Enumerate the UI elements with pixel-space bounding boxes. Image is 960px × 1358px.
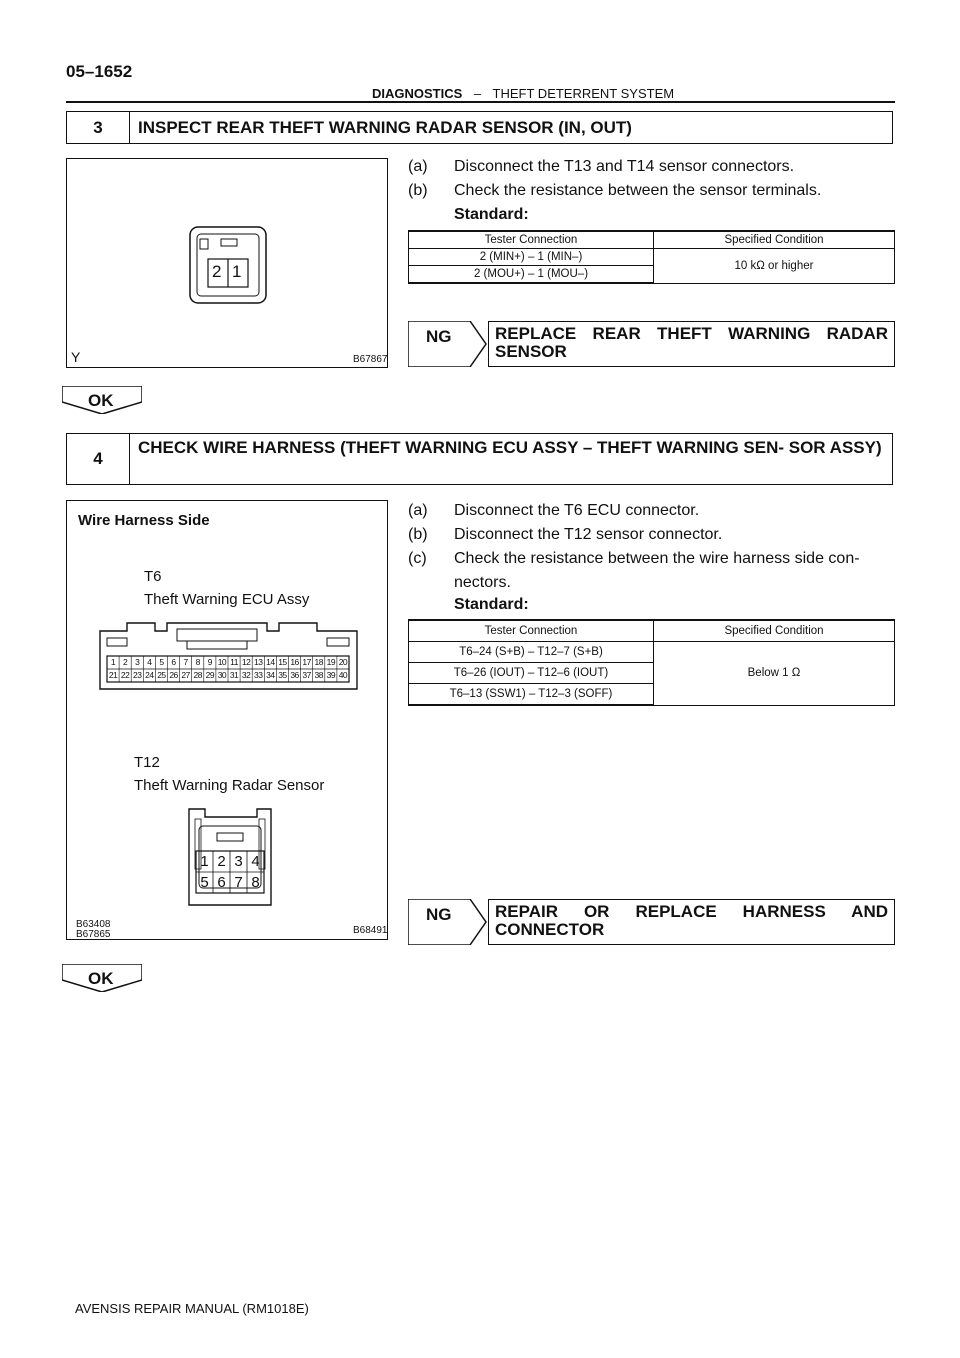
t6-pin-36: 36: [290, 670, 299, 680]
t12-pin-3: 3: [234, 853, 243, 870]
t6-pin-24: 24: [145, 670, 154, 680]
table-condition: 10 kΩ or higher: [654, 249, 895, 284]
t6-pin-23: 23: [133, 670, 142, 680]
t12-pin-1: 1: [200, 853, 209, 870]
t6-pin-27: 27: [181, 670, 190, 680]
t6-pin-32: 32: [241, 670, 251, 680]
instruction-b: (b) Check the resistance between the sensor terminals.: [408, 182, 822, 199]
t12-pin-5: 5: [200, 874, 209, 891]
table-cell: T6–26 (IOUT) – T12–6 (IOUT): [409, 663, 654, 684]
ok-label: OK: [88, 391, 114, 410]
t6-pin-31: 31: [229, 670, 239, 680]
step-4-instructions: [408, 500, 898, 613]
t6-pin-11: 11: [230, 657, 238, 667]
ng-label: NG: [426, 905, 452, 924]
t6-pin-22: 22: [120, 670, 130, 680]
table-cell: T6–13 (SSW1) – T12–3 (SOFF): [409, 684, 654, 706]
sensor-connector-diagram: [67, 159, 389, 369]
step-3-ok-result: [62, 386, 142, 414]
t6-pin-7: 7: [183, 657, 188, 667]
step-4-ok-result: [62, 964, 142, 992]
t12-name: Theft Warning Radar Sensor: [134, 777, 325, 794]
t6-pin-5: 5: [159, 657, 164, 667]
t6-pin-26: 26: [169, 670, 178, 680]
table-header: Specified Condition: [654, 231, 895, 249]
step-3-ng-result: [408, 321, 895, 367]
t6-pin-3: 3: [135, 657, 140, 667]
t6-pin-29: 29: [205, 670, 215, 680]
header-rule: [66, 101, 895, 103]
pin-1-label: 1: [232, 262, 242, 281]
figure-code-3: B68491: [353, 925, 388, 936]
t6-pin-40: 40: [338, 670, 348, 680]
header-dash: –: [473, 86, 482, 101]
table-header: Specified Condition: [654, 620, 895, 642]
t6-pin-9: 9: [207, 657, 212, 667]
step-3-header: [66, 111, 893, 144]
figure-mark: Y: [71, 349, 81, 365]
t6-pin-13: 13: [254, 657, 263, 667]
table-condition: Below 1 Ω: [654, 642, 895, 706]
t6-pin-2: 2: [123, 657, 128, 667]
t6-pin-38: 38: [314, 670, 323, 680]
ok-label: OK: [88, 969, 114, 988]
instruction-c-cont: nectors.: [454, 574, 511, 591]
ng-action: REPAIR OR REPLACE HARNESS AND CONNECTOR: [488, 899, 895, 945]
t6-pin-33: 33: [254, 670, 263, 680]
t6-pin-1: 1: [110, 657, 116, 667]
table-header: Tester Connection: [409, 620, 654, 642]
t6-pin-6: 6: [171, 657, 176, 667]
step-3-instructions: [408, 156, 898, 226]
table-row: [409, 249, 895, 266]
page-number: 05–1652: [66, 62, 133, 81]
t6-pin-12: 12: [241, 657, 251, 667]
standard-label: Standard:: [454, 206, 529, 223]
instruction-a: (a) Disconnect the T13 and T14 sensor connectors.: [408, 158, 795, 175]
t12-pin-4: 4: [251, 853, 260, 870]
step-3-figure: [66, 158, 388, 368]
t6-label: T6: [144, 568, 162, 585]
t6-pin-14: 14: [266, 657, 275, 667]
table-header: Tester Connection: [409, 231, 654, 249]
table-header-row: [409, 231, 895, 249]
t12-pin-8: 8: [251, 874, 260, 891]
figure-code-2: B67865: [76, 929, 111, 940]
table-cell: 2 (MIN+) – 1 (MIN–): [409, 249, 654, 266]
step-3-number: 3: [67, 112, 130, 143]
t12-pin-2: 2: [217, 853, 226, 870]
pin-2-label: 2: [212, 262, 222, 281]
standard-label: Standard:: [454, 596, 529, 613]
t6-pin-28: 28: [193, 670, 202, 680]
t6-pin-21: 21: [108, 670, 118, 680]
t6-pin-17: 17: [302, 657, 311, 667]
t6-pin-37: 37: [302, 670, 311, 680]
wire-harness-side-label: Wire Harness Side: [78, 512, 210, 529]
header-section: DIAGNOSTICS: [372, 86, 463, 101]
table-row: [409, 642, 895, 663]
header-subsection: THEFT DETERRENT SYSTEM: [492, 86, 675, 101]
t6-pin-4: 4: [147, 657, 152, 667]
t6-pin-19: 19: [326, 657, 336, 667]
instruction-a: (a) Disconnect the T6 ECU connector.: [408, 502, 700, 519]
instruction-c: (c) Check the resistance between the wire harness side con-: [408, 550, 860, 567]
step-3-title: INSPECT REAR THEFT WARNING RADAR SENSOR (IN, OUT): [138, 118, 632, 137]
figure-code-1: B63408: [76, 919, 111, 930]
t6-pin-25: 25: [157, 670, 166, 680]
running-header: [372, 86, 674, 101]
t6-pin-16: 16: [290, 657, 299, 667]
t6-pin-30: 30: [217, 670, 227, 680]
step-4-header: [66, 433, 893, 485]
figure-code: B67867: [353, 354, 388, 365]
step-4-figure: [66, 500, 388, 940]
t12-pin-7: 7: [234, 874, 243, 891]
page-footer: AVENSIS REPAIR MANUAL (RM1018E): [75, 1301, 309, 1316]
table-header-row: [409, 620, 895, 642]
t6-pin-20: 20: [338, 657, 348, 667]
table-cell: T6–24 (S+B) – T12–7 (S+B): [409, 642, 654, 663]
t12-pin-6: 6: [217, 874, 226, 891]
t6-pin-35: 35: [278, 670, 287, 680]
t12-label: T12: [134, 754, 160, 771]
ng-label: NG: [426, 327, 452, 346]
t6-pin-8: 8: [195, 657, 200, 667]
instruction-b: (b) Disconnect the T12 sensor connector.: [408, 526, 723, 543]
ng-action: REPLACE REAR THEFT WARNING RADAR SENSOR: [488, 321, 895, 367]
step-4-number: 4: [67, 434, 130, 484]
step-3-spec-table: [408, 230, 895, 284]
step-4-title: CHECK WIRE HARNESS (THEFT WARNING ECU ASSY – THEFT WARNING SEN- SOR ASSY): [138, 438, 882, 457]
t6-pin-10: 10: [217, 657, 227, 667]
t6-pin-15: 15: [278, 657, 287, 667]
table-cell: 2 (MOU+) – 1 (MOU–): [409, 266, 654, 284]
t6-pin-34: 34: [266, 670, 275, 680]
step-4-spec-table: [408, 619, 895, 706]
t6-pin-18: 18: [314, 657, 323, 667]
t6-pin-39: 39: [326, 670, 336, 680]
step-4-ng-result: [408, 899, 895, 945]
t6-name: Theft Warning ECU Assy: [144, 591, 310, 608]
